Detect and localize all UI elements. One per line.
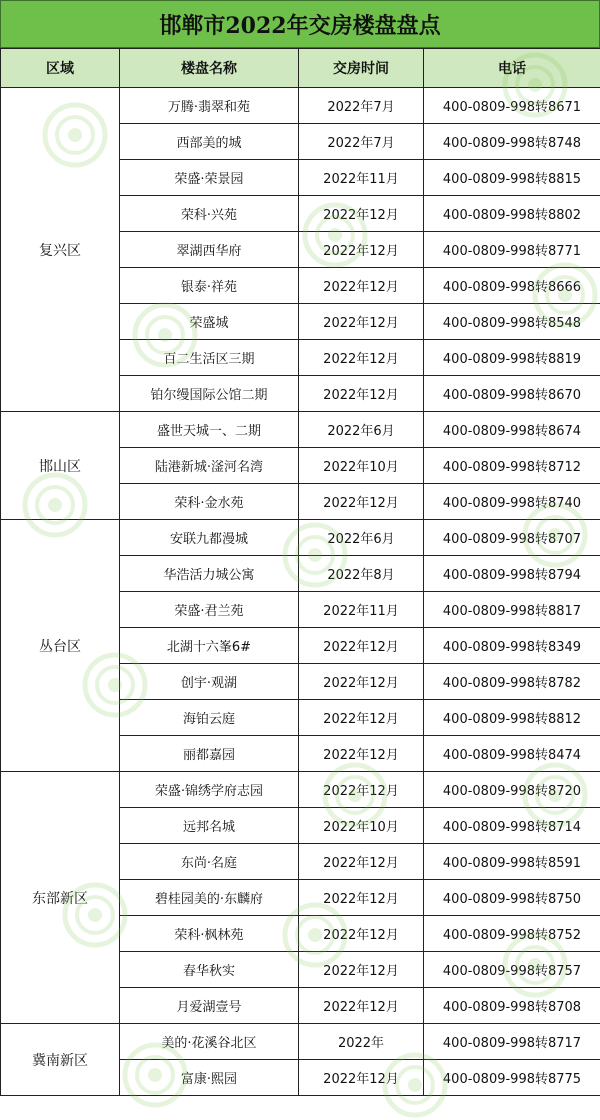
district-cell: 丛台区 — [1, 520, 120, 772]
handover-date-cell: 2022年11月 — [299, 592, 424, 628]
handover-date-cell: 2022年12月 — [299, 232, 424, 268]
phone-cell: 400-0809-998转8548 — [424, 304, 600, 340]
handover-date-cell: 2022年12月 — [299, 700, 424, 736]
header-district: 区域 — [1, 49, 120, 88]
handover-date-cell: 2022年12月 — [299, 196, 424, 232]
handover-date-cell: 2022年12月 — [299, 376, 424, 412]
phone-cell: 400-0809-998转8748 — [424, 124, 600, 160]
table-body — [1, 88, 600, 1096]
phone-cell: 400-0809-998转8750 — [424, 880, 600, 916]
project-name-cell: 东尚·名庭 — [120, 844, 299, 880]
project-name-cell: 百二生活区三期 — [120, 340, 299, 376]
phone-cell: 400-0809-998转8794 — [424, 556, 600, 592]
phone-cell: 400-0809-998转8720 — [424, 772, 600, 808]
project-name-cell: 丽都嘉园 — [120, 736, 299, 772]
phone-cell: 400-0809-998转8812 — [424, 700, 600, 736]
phone-cell: 400-0809-998转8670 — [424, 376, 600, 412]
project-name-cell: 陆港新城·滏河名湾 — [120, 448, 299, 484]
project-name-cell: 万腾·翡翠和苑 — [120, 88, 299, 124]
project-name-cell: 安联九都漫城 — [120, 520, 299, 556]
header-date: 交房时间 — [299, 49, 424, 88]
project-name-cell: 创宇·观湖 — [120, 664, 299, 700]
phone-cell: 400-0809-998转8714 — [424, 808, 600, 844]
table-row — [1, 88, 600, 124]
handover-date-cell: 2022年12月 — [299, 484, 424, 520]
project-name-cell: 西部美的城 — [120, 124, 299, 160]
project-name-cell: 荣盛·君兰苑 — [120, 592, 299, 628]
project-name-cell: 荣盛城 — [120, 304, 299, 340]
table-row — [1, 412, 600, 448]
phone-cell: 400-0809-998转8712 — [424, 448, 600, 484]
handover-date-cell: 2022年12月 — [299, 952, 424, 988]
project-name-cell: 铂尔缦国际公馆二期 — [120, 376, 299, 412]
handover-date-cell: 2022年 — [299, 1024, 424, 1060]
housing-table — [0, 48, 600, 1096]
phone-cell: 400-0809-998转8802 — [424, 196, 600, 232]
handover-date-cell: 2022年12月 — [299, 304, 424, 340]
phone-cell: 400-0809-998转8349 — [424, 628, 600, 664]
phone-cell: 400-0809-998转8708 — [424, 988, 600, 1024]
handover-date-cell: 2022年8月 — [299, 556, 424, 592]
handover-date-cell: 2022年12月 — [299, 772, 424, 808]
phone-cell: 400-0809-998转8775 — [424, 1060, 600, 1096]
header-row — [1, 49, 600, 88]
project-name-cell: 荣科·金水苑 — [120, 484, 299, 520]
project-name-cell: 荣科·兴苑 — [120, 196, 299, 232]
project-name-cell: 荣盛·锦绣学府志园 — [120, 772, 299, 808]
table-row — [1, 520, 600, 556]
phone-cell: 400-0809-998转8740 — [424, 484, 600, 520]
handover-date-cell: 2022年12月 — [299, 988, 424, 1024]
project-name-cell: 银泰·祥苑 — [120, 268, 299, 304]
project-name-cell: 月爱湖壹号 — [120, 988, 299, 1024]
handover-date-cell: 2022年7月 — [299, 88, 424, 124]
handover-date-cell: 2022年11月 — [299, 160, 424, 196]
handover-date-cell: 2022年6月 — [299, 412, 424, 448]
project-name-cell: 碧桂园美的·东麟府 — [120, 880, 299, 916]
phone-cell: 400-0809-998转8717 — [424, 1024, 600, 1060]
handover-date-cell: 2022年12月 — [299, 1060, 424, 1096]
phone-cell: 400-0809-998转8674 — [424, 412, 600, 448]
phone-cell: 400-0809-998转8707 — [424, 520, 600, 556]
handover-date-cell: 2022年12月 — [299, 916, 424, 952]
handover-date-cell: 2022年10月 — [299, 808, 424, 844]
handover-date-cell: 2022年6月 — [299, 520, 424, 556]
project-name-cell: 盛世天城一、二期 — [120, 412, 299, 448]
phone-cell: 400-0809-998转8815 — [424, 160, 600, 196]
phone-cell: 400-0809-998转8757 — [424, 952, 600, 988]
project-name-cell: 海铂云庭 — [120, 700, 299, 736]
district-cell: 复兴区 — [1, 88, 120, 412]
table-row — [1, 772, 600, 808]
phone-cell: 400-0809-998转8752 — [424, 916, 600, 952]
project-name-cell: 荣科·枫林苑 — [120, 916, 299, 952]
handover-date-cell: 2022年12月 — [299, 844, 424, 880]
handover-date-cell: 2022年7月 — [299, 124, 424, 160]
handover-date-cell: 2022年12月 — [299, 880, 424, 916]
project-name-cell: 远邦名城 — [120, 808, 299, 844]
handover-date-cell: 2022年10月 — [299, 448, 424, 484]
phone-cell: 400-0809-998转8474 — [424, 736, 600, 772]
project-name-cell: 翠湖西华府 — [120, 232, 299, 268]
project-name-cell: 荣盛·荣景园 — [120, 160, 299, 196]
phone-cell: 400-0809-998转8782 — [424, 664, 600, 700]
header-project: 楼盘名称 — [120, 49, 299, 88]
table-row — [1, 1024, 600, 1060]
phone-cell: 400-0809-998转8771 — [424, 232, 600, 268]
handover-date-cell: 2022年12月 — [299, 628, 424, 664]
handover-date-cell: 2022年12月 — [299, 736, 424, 772]
handover-date-cell: 2022年12月 — [299, 664, 424, 700]
phone-cell: 400-0809-998转8817 — [424, 592, 600, 628]
page-title: 邯郸市2022年交房楼盘盘点 — [0, 0, 600, 48]
district-cell: 冀南新区 — [1, 1024, 120, 1096]
handover-date-cell: 2022年12月 — [299, 340, 424, 376]
phone-cell: 400-0809-998转8819 — [424, 340, 600, 376]
project-name-cell: 华浩活力城公寓 — [120, 556, 299, 592]
project-name-cell: 美的·花溪谷北区 — [120, 1024, 299, 1060]
handover-date-cell: 2022年12月 — [299, 268, 424, 304]
project-name-cell: 富康·熙园 — [120, 1060, 299, 1096]
project-name-cell: 北湖十六峯6# — [120, 628, 299, 664]
phone-cell: 400-0809-998转8666 — [424, 268, 600, 304]
phone-cell: 400-0809-998转8671 — [424, 88, 600, 124]
district-cell: 东部新区 — [1, 772, 120, 1024]
project-name-cell: 春华秋实 — [120, 952, 299, 988]
district-cell: 邯山区 — [1, 412, 120, 520]
phone-cell: 400-0809-998转8591 — [424, 844, 600, 880]
header-phone: 电话 — [424, 49, 600, 88]
